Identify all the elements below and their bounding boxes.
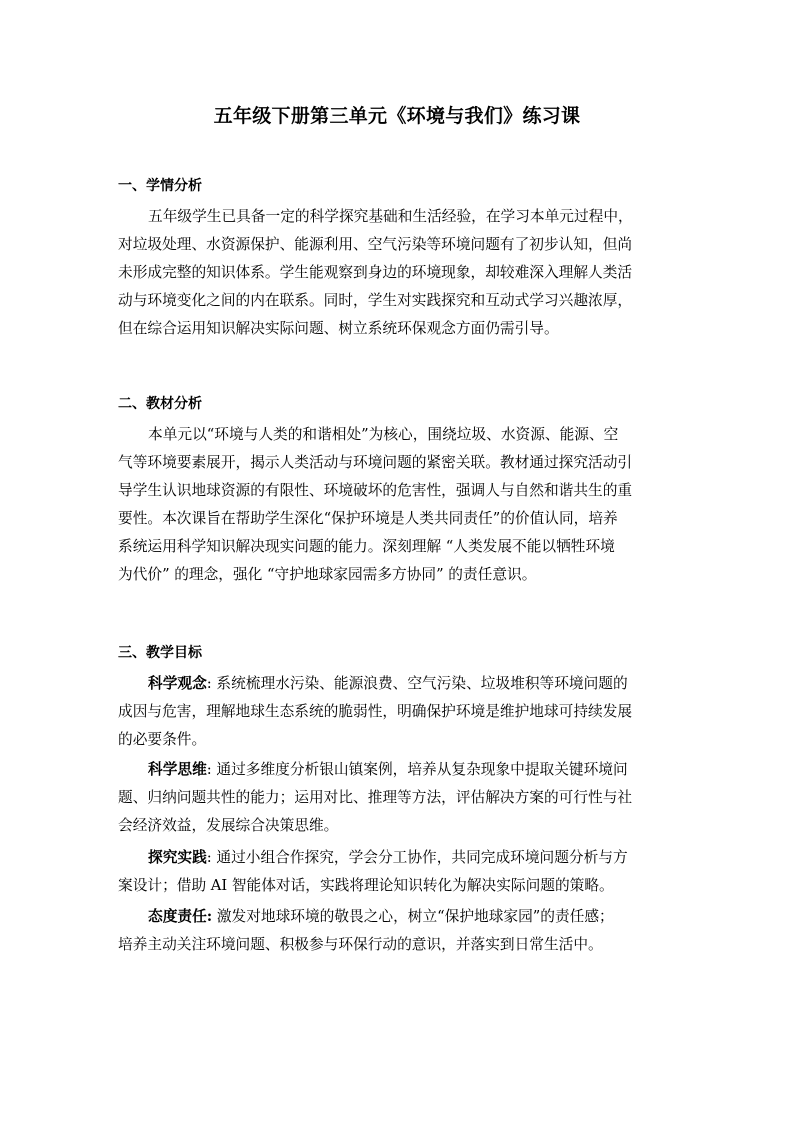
goal-attitude-responsibility [118, 903, 682, 959]
paragraph-line: 本单元以“环境与人类的和谐相处”为核心，围绕垃圾、水资源、能源、空 [148, 426, 619, 443]
goal-text: : 通过多维度分析银山镇案例，培养从复杂现象中提取关键环境问 [206, 761, 628, 778]
goal-text: : 通过小组合作探究，学会分工协作，共同完成环境问题分析与方 [206, 849, 628, 866]
paragraph-line: 会经济效益，发展综合决策思维。 [118, 817, 339, 834]
goal-label: 科学观念 [148, 675, 207, 692]
paragraph-line [118, 670, 682, 698]
paragraph-line: 系统运用科学知识解决现实问题的能力。深刻理解 “人类发展不能以牺牲环境 [118, 538, 615, 555]
paragraph-line [118, 844, 682, 872]
section-body-student-analysis [118, 203, 682, 343]
paragraph-line: 为代价” 的理念，强化 “守护地球家园需多方协同” 的责任意识。 [118, 566, 537, 583]
goal-text: 激发对地球环境的敬畏之心，树立“保护地球家园”的责任感； [212, 908, 614, 925]
section-heading-teaching-goals: 三、教学目标 [118, 645, 202, 661]
goal-label: 科学思维 [148, 761, 207, 778]
paragraph-line: 动与环境变化之间的内在联系。同时，学生对实践探究和互动式学习兴趣浓厚， [118, 292, 633, 309]
paragraph-line: 气等环境要素展开，揭示人类活动与环境问题的紧密关联。教材通过探究活动引 [118, 454, 633, 471]
paragraph-line: 题、归纳问题共性的能力；运用对比、推理等方法，评估解决方案的可行性与社 [118, 789, 633, 806]
section-heading-textbook-analysis: 二、教材分析 [118, 396, 202, 412]
paragraph-line: 但在综合运用知识解决实际问题、树立系统环保观念方面仍需引导。 [118, 320, 559, 337]
paragraph-line [118, 903, 682, 931]
section-body-textbook-analysis [118, 421, 682, 589]
paragraph-line [118, 756, 682, 784]
document-title: 五年级下册第三单元《环境与我们》练习课 [213, 105, 581, 127]
paragraph-line: 五年级学生已具备一定的科学探究基础和生活经验，在学习本单元过程中， [148, 208, 633, 225]
paragraph-line: 对垃圾处理、水资源保护、能源利用、空气污染等环境问题有了初步认知，但尚 [118, 236, 633, 253]
paragraph-line: 案设计；借助 AI 智能体对话，实践将理论知识转化为解决实际问题的策略。 [118, 877, 614, 894]
paragraph-line: 要性。本次课旨在帮助学生深化“保护环境是人类共同责任”的价值认同，培养 [118, 510, 618, 527]
goal-scientific-thinking [118, 756, 682, 840]
paragraph-line: 培养主动关注环境问题、积极参与环保行动的意识，并落实到日常生活中。 [118, 936, 603, 953]
goal-scientific-concept [118, 670, 682, 754]
paragraph-line: 的必要条件。 [118, 731, 207, 748]
goal-inquiry-practice [118, 844, 682, 900]
section-heading-student-analysis: 一、学情分析 [118, 178, 202, 194]
goal-label: 探究实践 [148, 849, 207, 866]
paragraph-line: 导学生认识地球资源的有限性、环境破坏的危害性，强调人与自然和谐共生的重 [118, 482, 633, 499]
paragraph-line: 成因与危害，理解地球生态系统的脆弱性，明确保护环境是维护地球可持续发展 [118, 703, 633, 720]
goal-label: 态度责任: [148, 908, 213, 925]
paragraph-line: 未形成完整的知识体系。学生能观察到身边的环境现象，却较难深入理解人类活 [118, 264, 633, 281]
goal-text: : 系统梳理水污染、能源浪费、空气污染、垃圾堆积等环境问题的 [206, 675, 628, 692]
